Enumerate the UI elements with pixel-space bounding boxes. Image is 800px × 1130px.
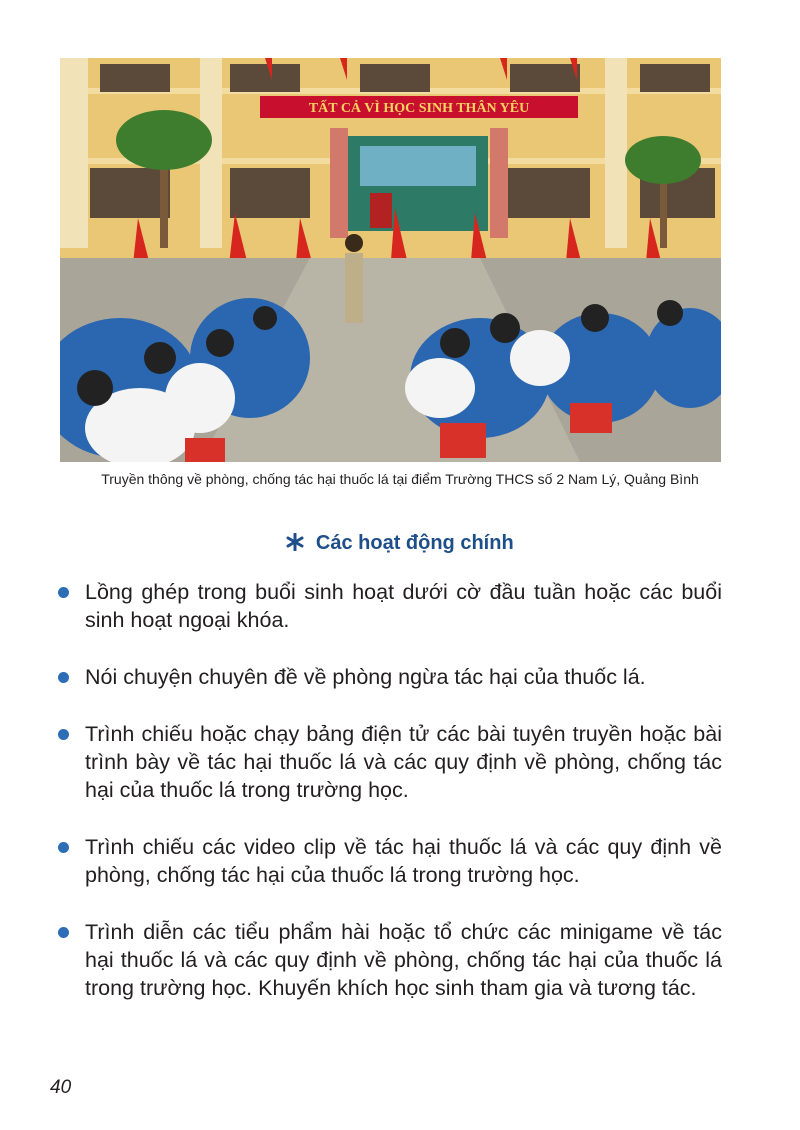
- list-item: [58, 663, 722, 691]
- bullet-icon: [58, 729, 69, 740]
- list-item-text: Trình diễn các tiểu phẩm hài hoặc tổ chức các minigame về tác hại thuốc lá và các quy định về phòng, chống tác hại của thuốc lá trong trường học. Khuyến khích học sinh tham gia và tương tác.: [85, 920, 722, 1000]
- bullet-icon: [58, 672, 69, 683]
- list-item: [58, 578, 722, 634]
- event-photo: [60, 58, 721, 462]
- list-item-text: Trình chiếu các video clip về tác hại thuốc lá và các quy định về phòng, chống tác hại của thuốc lá trong trường học.: [85, 835, 722, 887]
- photo-caption: Truyền thông về phòng, chống tác hại thuốc lá tại điểm Trường THCS số 2 Nam Lý, Quảng Bình: [101, 471, 699, 487]
- section-heading: [0, 532, 800, 555]
- section-title: Các hoạt động chính: [315, 532, 514, 554]
- list-item: [58, 918, 722, 1002]
- list-item: [58, 833, 722, 889]
- list-item: [58, 720, 722, 804]
- list-item-text: Lồng ghép trong buổi sinh hoạt dưới cờ đầu tuần hoặc các buổi sinh hoạt ngoại khóa.: [85, 580, 722, 632]
- school-banner-text: TẤT CẢ VÌ HỌC SINH THÂN YÊU: [308, 101, 530, 116]
- page-number: 40: [50, 1077, 72, 1098]
- list-item-text: Trình chiếu hoặc chạy bảng điện tử các bài tuyên truyền hoặc bài trình bày về tác hại thuốc lá và các quy định về phòng, chống tác hại của thuốc lá trong trường học.: [85, 722, 722, 802]
- bullet-icon: [58, 927, 69, 938]
- activity-list: [58, 578, 722, 1031]
- list-item-text: Nói chuyện chuyên đề về phòng ngừa tác hại của thuốc lá.: [85, 665, 646, 689]
- school-event-illustration: [60, 58, 721, 462]
- bullet-icon: [58, 587, 69, 598]
- bullet-icon: [58, 842, 69, 853]
- asterisk-icon: [286, 532, 310, 554]
